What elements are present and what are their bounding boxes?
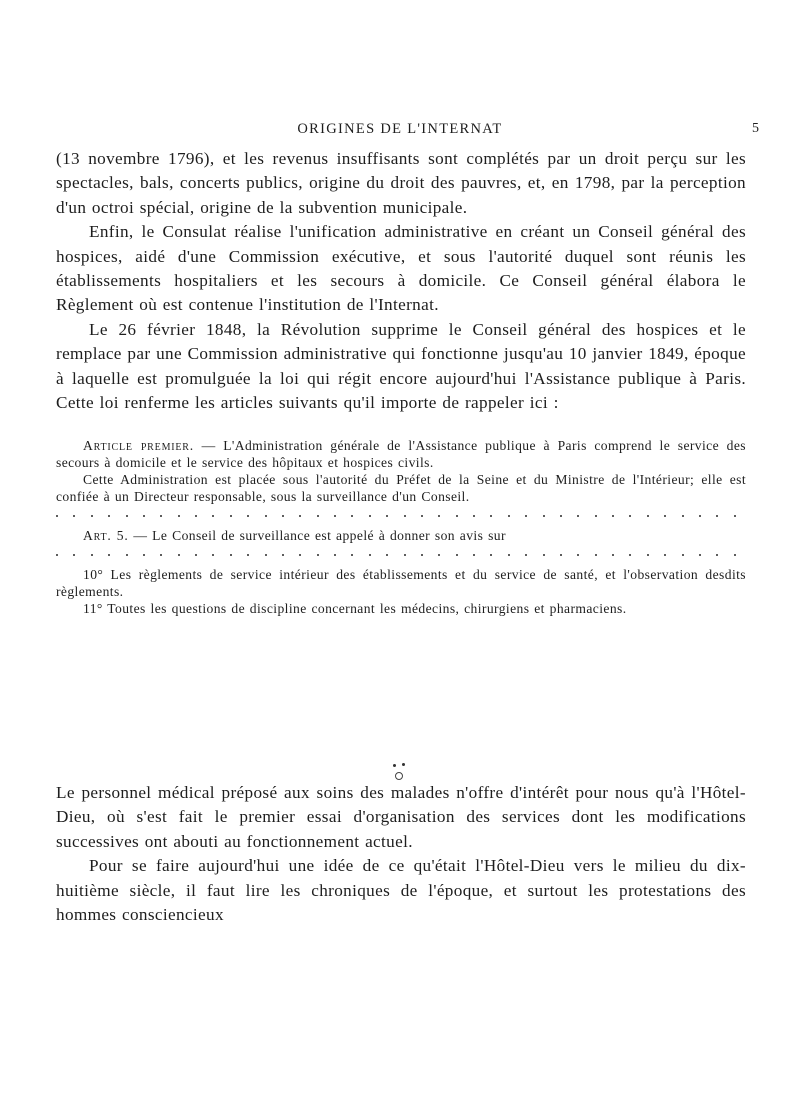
ellipsis-row <box>56 505 736 527</box>
paragraph-consulat: Enfin, le Consulat réalise l'unification administrative en créant un Conseil général des hospices, aidé d'une Commission exécutive, et sous l'autorité duquel sont réunis les établissements hospitaliers et les secours à domicile. Ce Conseil général élabora le Règlement où est contenue l'institution de l'Internat. <box>56 222 746 315</box>
article-1 <box>56 437 746 471</box>
paragraph-personnel-medical: Le personnel médical préposé aux soins des malades n'offre d'intérêt pour nous qu'à l'Hôtel-Dieu, où s'est fait le premier essai d'organisation des services dont les modifications successives ont abouti au fonctionnement actuel. <box>56 783 746 851</box>
article-5-item-10: 10° Les règlements de service intérieur des établissements et du service de santé, et l'observation desdits règlements. <box>56 567 746 599</box>
paragraph-continuation: (13 novembre 1796), et les revenus insuffisants sont complétés par un droit perçu sur les spectacles, bals, concerts publics, origine du droit des pauvres, et, en 1798, par la perception d'un octroi spécial, origine de la subvention municipale. <box>56 149 746 217</box>
article-1-text: — L'Administration générale de l'Assistance publique à Paris comprend le service des secours à domicile et le service des hôpitaux et hospices civils. <box>56 438 746 470</box>
page-header <box>0 121 801 139</box>
article-1-paragraph-2: Cette Administration est placée sous l'autorité du Préfet de la Seine et du Ministre de l'Intérieur; elle est confiée à un Directeur responsable, sous la surveillance d'un Conseil. <box>56 472 746 504</box>
running-title: ORIGINES DE L'INTERNAT <box>297 121 503 137</box>
article-5-label: Art. 5. <box>83 528 129 543</box>
article-1-label: Article premier. <box>83 438 194 453</box>
page-number: 5 <box>752 121 759 136</box>
paragraph-hotel-dieu: Pour se faire aujourd'hui une idée de ce qu'était l'Hôtel-Dieu vers le milieu du dix-huitième siècle, il faut lire les chroniques de l'époque, et surtout les protestations des hommes consciencieux <box>56 856 746 925</box>
article-5-item-11: 11° Toutes les questions de discipline concernant les médecins, chirurgiens et pharmaciens. <box>83 601 627 616</box>
article-5-text: — Le Conseil de surveillance est appelé à donner son avis sur <box>128 528 506 543</box>
body-text-bottom <box>56 562 746 927</box>
body-text-top <box>56 147 746 415</box>
article-5 <box>56 527 746 544</box>
paragraph-revolution-1848: Le 26 février 1848, la Révolution supprime le Conseil général des hospices et le remplace par une Commission administrative qui fonctionne jusqu'au 10 janvier 1849, époque à laquelle est promulguée la loi qui régit encore aujourd'hui l'Assistance publique à Paris. Cette loi renferme les articles suivants qu'il importe de rappeler ici : <box>56 319 746 413</box>
